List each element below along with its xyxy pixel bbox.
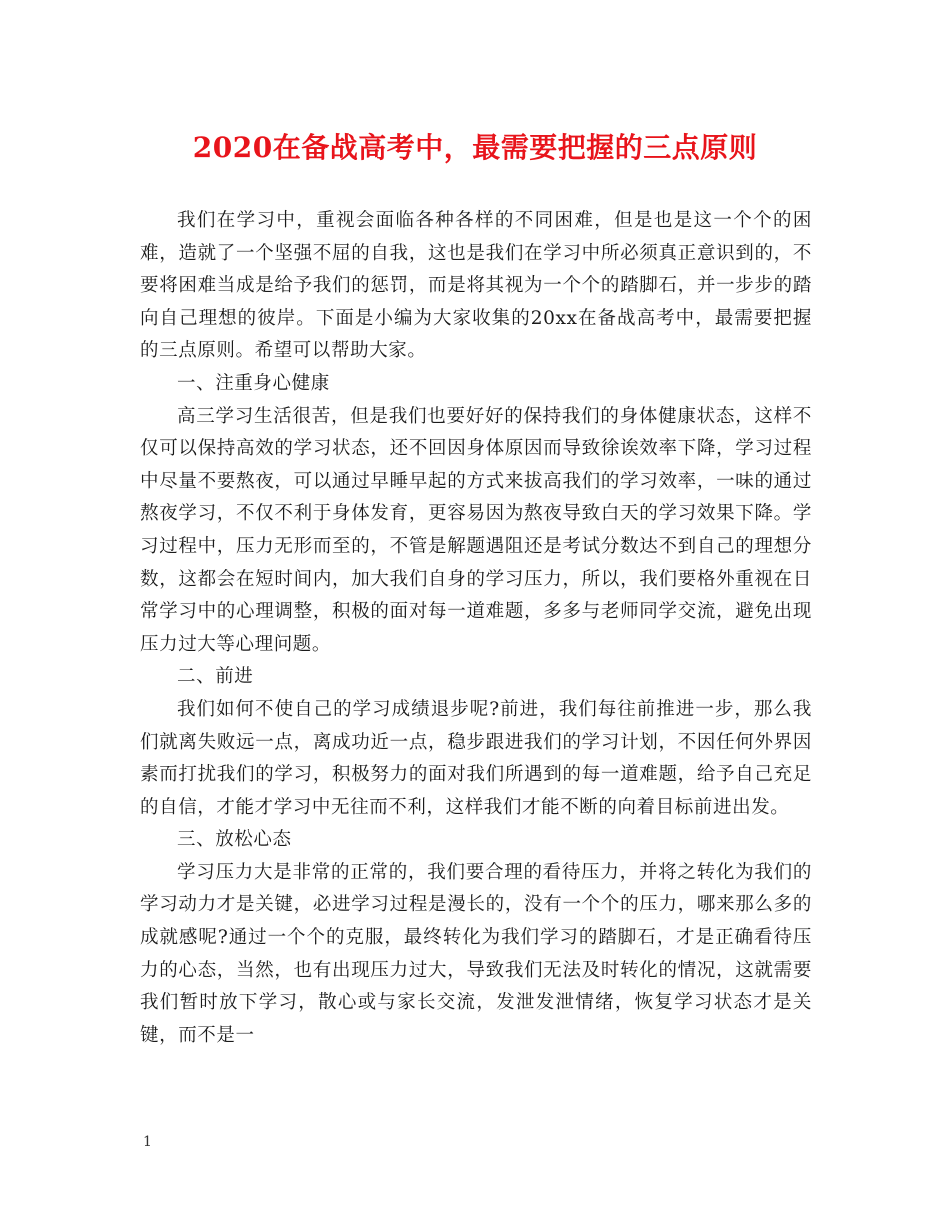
page-number: 1: [143, 1134, 152, 1150]
section-heading-2: 二、前进: [177, 666, 254, 688]
section-3-paragraph: 学习压力大是非常的正常的，我们要合理的看待压力，并将之转化为我们的学习动力才是关键，必进学习过程是漫长的，没有一个个的压力，哪来那么多的成就感呢?通过一个个的克服，最终转化为我们学习的踏脚石，才是正确看待压力的心态，当然，也有出现压力过大，导致我们无法及时转化的情况，这就需要我们暂时放下学习，散心或与家长交流，发泄发泄情绪，恢复学习状态才是关键，而不是一: [140, 861, 812, 1046]
document-title: 2020在备战高考中，最需要把握的三点原则: [192, 131, 758, 164]
section-heading-3: 三、放松心态: [177, 829, 292, 851]
section-1-paragraph: 高三学习生活很苦，但是我们也要好好的保持我们的身体健康状态，这样不仅可以保持高效的学习状态，还不回因身体原因而导致徐诶效率下降，学习过程中尽量不要熬夜，可以通过早睡早起的方式来拔高我们的学习效率，一味的通过熬夜学习，不仅不利于身体发育，更容易因为熬夜导致白天的学习效果下降。学习过程中，压力无形而至的，不管是解题遇阻还是考试分数达不到自己的理想分数，这都会在短时间内，加大我们自身的学习压力，所以，我们要格外重视在日常学习中的心理调整，积极的面对每一道难题，多多与老师同学交流，避免出现压力过大等心理问题。: [140, 405, 812, 655]
intro-paragraph: 我们在学习中，重视会面临各种各样的不同困难，但是也是这一个个的困难，造就了一个坚强不屈的自我，这也是我们在学习中所必须真正意识到的，不要将困难当成是给予我们的惩罚，而是将其视为一个个的踏脚石，并一步步的踏向自己理想的彼岸。下面是小编为大家收集的20xx在备战高考中，最需要把握的三点原则。希望可以帮助大家。: [140, 210, 812, 362]
section-2-paragraph: 我们如何不使自己的学习成绩退步呢?前进，我们每往前推进一步，那么我们就离失败远一点，离成功近一点，稳步跟进我们的学习计划，不因任何外界因素而打扰我们的学习，积极努力的面对我们所遇到的每一道难题，给予自己充足的自信，才能才学习中无往而不利，这样我们才能不断的向着目标前进出发。: [140, 698, 812, 818]
section-heading-1: 一、注重身心健康: [177, 372, 330, 394]
document-body: [140, 205, 812, 1052]
